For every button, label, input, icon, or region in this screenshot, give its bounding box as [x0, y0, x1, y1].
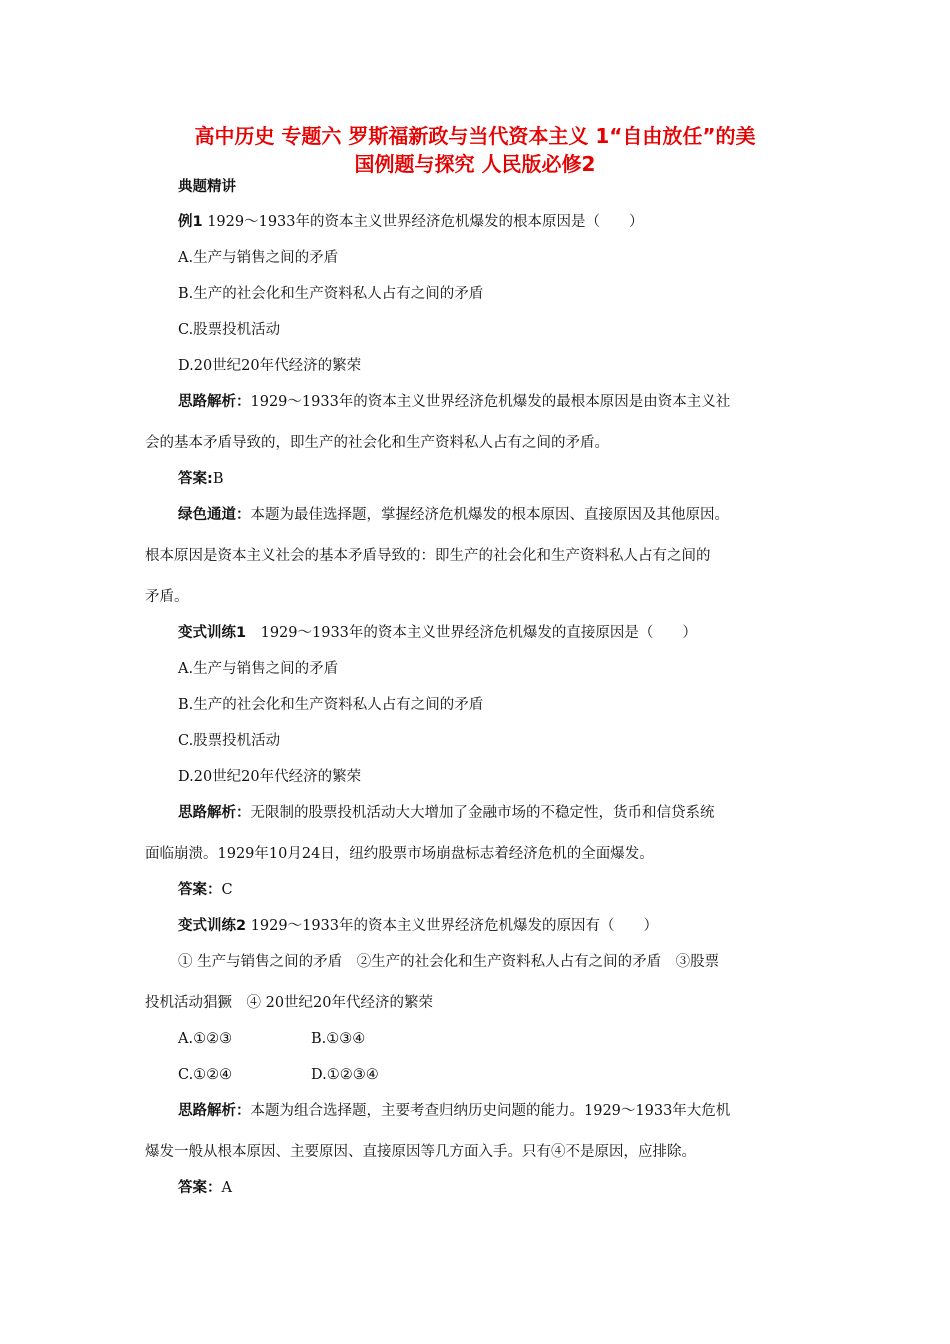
variant2-analysis-text: 本题为组合选择题，主要考查归纳历史问题的能力。1929～1933年大危机: [250, 1103, 731, 1119]
variant2-option-d: D.①②③④: [311, 1067, 379, 1083]
variant2-question: [178, 916, 658, 936]
variant2-analysis-line-2: 爆发一般从根本原因、主要原因、直接原因等几方面入手。只有④不是原因，应排除。: [145, 1144, 696, 1160]
section-heading: 典题精讲: [178, 179, 236, 195]
variant1-label: 变式训练1: [178, 625, 247, 641]
example1-analysis-text: 1929～1933年的资本主义世界经济危机爆发的最根本原因是由资本主义社: [250, 394, 731, 410]
example1-question-text: 1929～1933年的资本主义世界经济危机爆发的根本原因是（ ）: [207, 214, 644, 230]
variant2-label: 变式训练2: [178, 918, 247, 934]
example1-analysis-line-2: 会的基本矛盾导致的，即生产的社会化和生产资料私人占有之间的矛盾。: [145, 435, 609, 451]
example1-green-label: 绿色通道：: [178, 507, 251, 523]
variant2-option-c: C.①②④: [178, 1067, 233, 1083]
variant1-option-a: A.生产与销售之间的矛盾: [178, 661, 339, 677]
variant1-question: [178, 623, 697, 643]
title-line-1: 高中历史 专题六 罗斯福新政与当代资本主义 1“自由放任”的美: [194, 124, 756, 148]
example1-answer-label: 答案:: [178, 471, 213, 487]
variant2-answer: [178, 1178, 232, 1198]
variant2-option-b: B.①③④: [311, 1031, 366, 1047]
example1-green-line-1: [178, 505, 729, 525]
variant1-answer-value: C: [221, 882, 233, 898]
variant1-option-d: D.20世纪20年代经济的繁荣: [178, 769, 362, 785]
variant2-option-a: A.①②③: [178, 1031, 233, 1047]
variant1-analysis-text: 无限制的股票投机活动大大增加了金融市场的不稳定性，货币和信贷系统: [250, 805, 715, 821]
variant1-analysis-line-1: [178, 803, 715, 823]
example1-option-a: A.生产与销售之间的矛盾: [178, 250, 339, 266]
example1-question: [178, 212, 644, 232]
example1-label: 例1: [178, 214, 203, 230]
variant1-question-text: 1929～1933年的资本主义世界经济危机爆发的直接原因是（ ）: [246, 625, 697, 641]
variant2-analysis-line-1: [178, 1101, 730, 1121]
variant2-question-text: 1929～1933年的资本主义世界经济危机爆发的原因有（ ）: [246, 918, 659, 934]
title-line-2: 国例题与探究 人民版必修2: [354, 152, 596, 176]
variant2-analysis-label: 思路解析：: [178, 1103, 251, 1119]
example1-green-line-2: 根本原因是资本主义社会的基本矛盾导致的：即生产的社会化和生产资料私人占有之间的: [145, 548, 711, 564]
variant1-answer: [178, 880, 233, 900]
example1-green-line-3: 矛盾。: [145, 589, 189, 605]
example1-answer-value: B: [212, 471, 224, 487]
variant2-statement-line-1: ① 生产与销售之间的矛盾 ②生产的社会化和生产资料私人占有之间的矛盾 ③股票: [178, 954, 720, 970]
variant1-answer-label: 答案：: [178, 882, 222, 898]
document-title: [130, 122, 820, 178]
variant2-answer-value: A: [221, 1180, 232, 1196]
example1-green-text: 本题为最佳选择题，掌握经济危机爆发的根本原因、直接原因及其他原因。: [250, 507, 729, 523]
variant1-analysis-line-2: 面临崩溃。1929年10月24日，纽约股票市场崩盘标志着经济危机的全面爆发。: [145, 846, 654, 862]
example1-option-d: D.20世纪20年代经济的繁荣: [178, 358, 362, 374]
example1-option-b: B.生产的社会化和生产资料私人占有之间的矛盾: [178, 286, 484, 302]
variant2-answer-label: 答案：: [178, 1180, 222, 1196]
variant1-analysis-label: 思路解析：: [178, 805, 251, 821]
example1-analysis-line-1: [178, 392, 730, 412]
variant1-option-b: B.生产的社会化和生产资料私人占有之间的矛盾: [178, 697, 484, 713]
variant1-option-c: C.股票投机活动: [178, 733, 281, 749]
variant2-statement-line-2: 投机活动猖獗 ④ 20世纪20年代经济的繁荣: [145, 995, 434, 1011]
example1-option-c: C.股票投机活动: [178, 322, 281, 338]
example1-analysis-label: 思路解析：: [178, 394, 251, 410]
example1-answer: [178, 469, 223, 489]
